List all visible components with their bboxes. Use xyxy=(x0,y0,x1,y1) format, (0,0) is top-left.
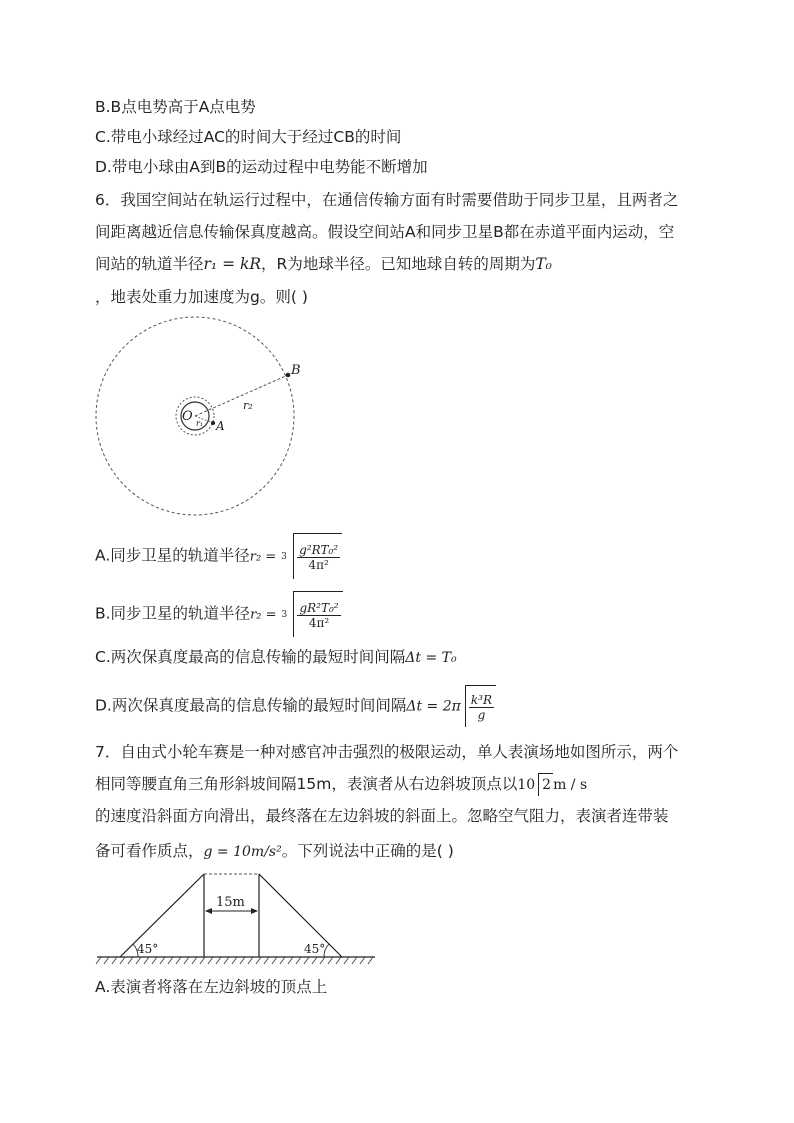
q6-option-c-text: C.两次保真度最高的信息传输的最短时间间隔 xyxy=(95,648,406,666)
label-b: B xyxy=(291,363,301,378)
q6-stem-line4: ，地表处重力加速度为g。则( ) xyxy=(95,288,308,306)
label-r1: r₁ xyxy=(196,419,204,428)
q6-option-d-text: D.两次保真度最高的信息传输的最短时间间隔 xyxy=(95,696,407,715)
q6-stem-line2: 间距离越近信息传输保真度越高。假设空间站A和同步卫星B都在赤道平面内运动，空 xyxy=(95,223,675,241)
q6-option-a xyxy=(95,533,342,580)
q6-option-c-equation: Δt = T₀ xyxy=(405,650,457,666)
q6-option-d-numerator: k³R xyxy=(470,693,492,707)
gap-label: 15m xyxy=(216,895,245,910)
q6-stem-line1: 6．我国空间站在轨运行过程中，在通信传输方面有时需要借助于同步卫星，且两者之 xyxy=(95,191,679,209)
q6-option-a-lhs: r₂ = xyxy=(249,549,277,565)
q7-stem-line4 xyxy=(95,840,454,863)
satellite-b-dot xyxy=(286,373,291,378)
gap-arrow-left xyxy=(205,908,212,914)
gap-arrow-right xyxy=(251,908,258,914)
label-o: O xyxy=(182,409,193,424)
q6-r1-equation: r₁ = kR xyxy=(203,255,262,273)
q6-option-a-numerator: g²RT₀² xyxy=(299,543,339,557)
q7-stem-line2 xyxy=(95,773,587,796)
q6-orbit-diagram xyxy=(95,316,305,520)
q6-option-a-text: A.同步卫星的轨道半径 xyxy=(95,546,250,565)
q6-option-c xyxy=(95,646,457,669)
q6-option-a-denominator: 4π² xyxy=(308,558,329,572)
ground-hatching xyxy=(96,957,373,964)
q7-speed-sqrt xyxy=(535,773,553,796)
q6-option-b xyxy=(95,591,343,638)
q6-option-b-text: B.同步卫星的轨道半径 xyxy=(95,604,251,623)
label-a: A xyxy=(216,419,225,433)
q6-option-b-denominator: 4π² xyxy=(308,616,330,630)
q7-speed-radicand: 2 xyxy=(538,773,553,796)
left-ramp-slope xyxy=(120,874,204,957)
q6-option-d-denominator: g xyxy=(477,708,486,722)
q7-line4-post: 。下列说法中正确的是( ) xyxy=(281,842,454,860)
station-a-dot xyxy=(211,421,215,425)
q7-option-a: A.表演者将落在左边斜坡的顶点上 xyxy=(95,978,328,996)
q6-line3-post: ，R为地球半径。已知地球自转的周期为 xyxy=(261,255,536,273)
label-r2: r₂ xyxy=(243,399,253,412)
left-angle-label: 45° xyxy=(137,942,159,956)
cube-index: 3 xyxy=(281,552,287,562)
q6-option-b-lhs: r₂ = xyxy=(250,607,277,623)
cube-index: 3 xyxy=(281,610,288,620)
q5-option-d: D.带电小球由A到B的运动过程中电势能不断增加 xyxy=(95,158,428,176)
q5-option-c: C.带电小球经过AC的时间大于经过CB的时间 xyxy=(95,128,402,146)
q6-stem-line3 xyxy=(95,253,552,275)
q6-option-b-cuberoot xyxy=(281,591,342,637)
q6-option-d xyxy=(95,685,496,727)
q7-speed-coef: 10 xyxy=(517,777,536,793)
q6-option-a-cuberoot xyxy=(281,533,342,579)
q7-line2-pre: 相同等腰直角三角形斜坡间隔15m，表演者从右边斜坡顶点以 xyxy=(95,775,518,793)
q6-option-b-numerator: gR²T₀² xyxy=(299,601,339,615)
q5-option-b: B.B点电势高于A点电势 xyxy=(95,98,256,116)
q7-gravity: g = 10m/s² xyxy=(203,844,282,860)
q7-line4-pre: 备可看作质点， xyxy=(95,842,204,860)
right-angle-label: 45° xyxy=(304,942,326,956)
right-ramp-slope xyxy=(259,874,342,957)
q7-speed-unit: m / s xyxy=(553,777,588,793)
q6-period-symbol: T₀ xyxy=(535,255,552,273)
r2-radius-line xyxy=(195,375,288,416)
q7-stem-line3: 的速度沿斜面方向滑出，最终落在左边斜坡的斜面上。忽略空气阻力，表演者连带装 xyxy=(95,807,669,825)
q6-option-d-sqrt xyxy=(461,685,496,727)
q6-line3-pre: 间站的轨道半径 xyxy=(95,255,204,273)
q7-ramps-diagram xyxy=(95,868,380,970)
q6-option-d-pre: Δt = 2π xyxy=(406,698,461,715)
q7-stem-line1: 7．自由式小轮车赛是一种对感官冲击强烈的极限运动，单人表演场地如图所示，两个 xyxy=(95,743,679,761)
